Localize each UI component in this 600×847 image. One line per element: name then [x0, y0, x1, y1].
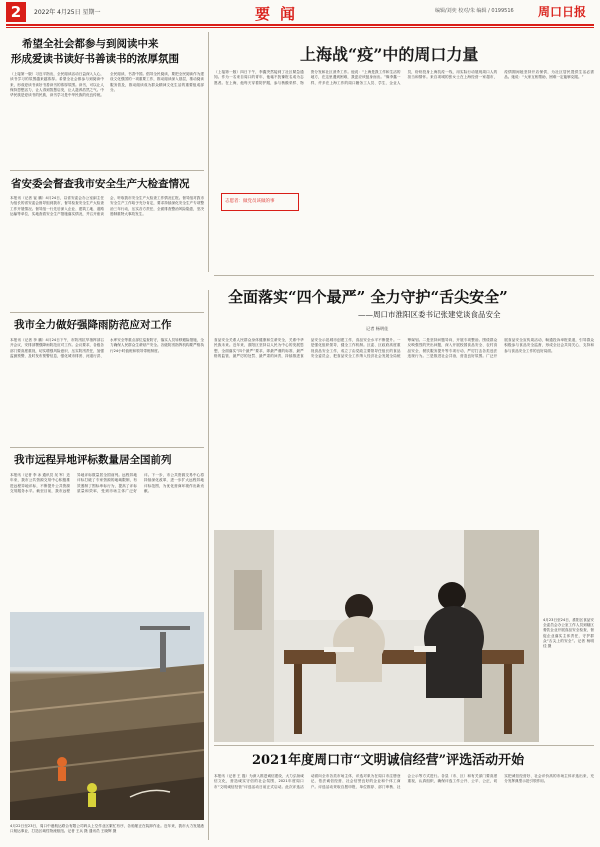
headline-pandemic: 上海战“疫”中的周口力量 — [300, 45, 479, 64]
column-divider — [208, 32, 209, 272]
article-body-business: 本报讯（记者 李 冰 通讯员 吴 军）近年来，我市公共资源交易中心积极推进远程异地评标，不断提升公共资源交易服务水平。截至目前，我市远程异地评标数量居全国前列。远程异地评标打破了专家资源的地域限制，有效遏制了围标串标行为，提高了评标质量和效率，受到市场主体广泛好评。下一步，市公共资源交易中心将持续深化改革，进一步扩大远程异地评标范围，为优化营商环境作出新贡献。 — [10, 473, 204, 493]
article-body-safety: 本报讯（记者 崔 鹏）4月24日，以省安委会办公室副主任为组长的省安委会督导组到我市，督导检查安全生产大检查工作开展情况。督导组一行先后深入企业、建筑工地、道路运输等单位，实地查看安全生产措施落实情况，并召开座谈会，听取我市安全生产大检查工作情况汇报。督导组对我市安全生产工作给予充分肯定，要求持续深化安全生产专项整治三年行动，压实各方责任，全面排查整治风险隐患，坚决遏制重特大事故发生。 — [10, 196, 204, 216]
article-divider — [10, 312, 204, 313]
headline-food: 全面落实“四个最严” 全力守护“舌尖安全” — [228, 288, 508, 306]
article-body-flood: 本报讯（记者 李 鹏）4月24日下午，市防汛抗旱指挥部召开会议，安排部署强降雨防范应对工作。会议要求，各级各部门要高度重视，切实增强风险意识，压实防汛责任，加强监测预警，及时发布预警信息，强化城市排涝、河道行洪、水库安全等重点部位巡查防守，落实人员转移避险措施，全力确保人民群众生命财产安全。各级防汛指挥机构要严格执行24小时值班和领导带班制度。 — [10, 338, 204, 358]
headline-reading-1: 希望全社会都参与到阅读中来 — [22, 38, 159, 50]
port-photo — [10, 612, 204, 820]
header-rule — [6, 24, 594, 26]
column-divider — [208, 290, 209, 840]
article-body-integrity: 本报讯（记者 王 磊）为深入推进诚信建设，大力弘扬诚信文化，营造诚实守信的社会氛围，2021年度周口市“文明诚信经营”评选活动日前正式启动。此次评选活动面向全市各类市场主体，评选对象为在周口市注册登记、依法诚信经营、社会信誉良好的企业和个体工商户。评选活动采取自愿申报、单位推荐、部门审核、社会公示等方式进行。各县（市、区）和有关部门要高度重视，认真组织，确保评选工作公开、公平、公正，切实把诚信经营好、社会评价高的市场主体评选出来，充分发挥典型示范引领作用。 — [214, 774, 594, 789]
meeting-photo — [214, 530, 539, 742]
article-divider — [214, 745, 594, 746]
byline-food: 记者 杨明佳 — [366, 326, 389, 331]
meeting-caption: 4月23日至24日，淮阳区食品安全委员会办公室工作人员到辖区餐饮企业开展食品安全检查，督促企业落实主体责任，守护群众“舌尖上的安全”。记者 杨明佳 摄 — [543, 618, 594, 649]
page-number: 2 — [6, 2, 26, 22]
newspaper-logo: 周口日报 — [538, 5, 587, 19]
headline-business: 我市远程异地评标数量居全国前列 — [14, 454, 172, 466]
subhead-food: ——周口市淮阳区委书记张建党谈食品安全 — [358, 310, 501, 319]
article-divider — [10, 170, 204, 171]
pullquote-text: 志愿者：做党员该做的事 — [225, 199, 275, 204]
header-rule-thin — [6, 27, 594, 28]
editor-meta: 编辑/刘奕 校对/朱 编辑 / 0199516 — [435, 8, 514, 14]
issue-date: 2022年 4月25日 星期一 — [34, 9, 101, 16]
article-divider — [214, 275, 594, 276]
article-body-pandemic: （上接第一版）四日下午，李鑫突然接到了社区紧急通知。作为一名来自周口的青年，他毫不犹豫报名成为志愿者。在上海，他每天穿着防护服，参与核酸采样、物资分发和社区消杀工作。他说：“上海是我工作和生活的地方，在这里遇到困难，我更应该挺身而出。”像李鑫一样，许多在上海工作的周口籍务工人员、学生、企业人员，纷纷投身上海抗疫一线，用实际行动展现周口人的担当和情怀。来自项城的张女士在上海经营一家超市，疫情期间她坚持开店保供，为社区居民提供生活必需品。她说：“大家互相帮助，困难一定能够克服。” — [214, 70, 594, 85]
section-title: 要闻 — [255, 5, 306, 23]
headline-safety: 省安委会督查我市安全生产大检查情况 — [11, 178, 190, 190]
article-divider — [10, 447, 204, 448]
article-body-food: 食品安全关系人民群众身体健康和生命安全，关系中华民族未来。近年来，淮阳区坚持以人民为中心的发展思想，全面落实“四个最严”要求，即最严谨的标准、最严格的监管、最严厉的处罚、最严肃的问责，持续推进食品安全示范城市创建工作，食品安全水平不断提升。一是强化组织领导，健全工作机制。区委、区政府高度重视食品安全工作，成立了由党政主要领导任组长的食品安全委员会，把食品安全工作纳入经济社会发展全局统筹谋划。二是坚持问题导向，开展专项整治。围绕群众反映强烈的突出问题，深入开展校园食品安全、农村食品安全、餐饮服务提升等专项行动，严厉打击各类违法违规行为。三是推进社会共治，营造良好氛围。广泛开展食品安全宣传周活动，畅通投诉举报渠道，引导群众积极参与食品安全监督，形成全社会共同关心、支持和参与食品安全工作的良好局面。 — [214, 338, 594, 358]
meeting-scene-illustration — [214, 530, 539, 742]
port-scene-illustration — [10, 612, 204, 820]
port-caption: 4月22日至23日，周口中港航运联合有限公司码头上空作业区繁忙有序，各船舶正在装卸作业。近年来，我市大力发展港口航运事业，打造区域性物流枢纽。记者 王兵 摄 通讯员 王晓辉 摄 — [10, 824, 204, 834]
headline-integrity: 2021年度周口市“文明诚信经营”评选活动开始 — [252, 753, 525, 768]
pullquote-box — [221, 193, 299, 211]
headline-reading-2: 形成爱读书读好书善读书的浓厚氛围 — [11, 53, 179, 65]
article-body-reading: （上接第一版）习近平指出，全民阅读活动日益深入人心，读书学习的氛围越来越浓厚。希望全社会都参与到阅读中来，形成爱读书读好书善读书的浓厚氛围。读书，可以让人保持思想活力，让人得到智慧启发，让人滋养浩然之气。中华民族是爱读书的民族，读书学习是中华民族的优良传统。全民阅读，书香中国。倡导全民阅读，要把全民阅读作为建设文化强国的一项重要工作，推动阅读深入基层，推动阅读服务普及，推动阅读成为群众精神文化生活的重要组成部分。 — [10, 72, 204, 98]
headline-flood: 我市全力做好强降雨防范应对工作 — [14, 319, 172, 331]
page-header — [0, 0, 600, 24]
